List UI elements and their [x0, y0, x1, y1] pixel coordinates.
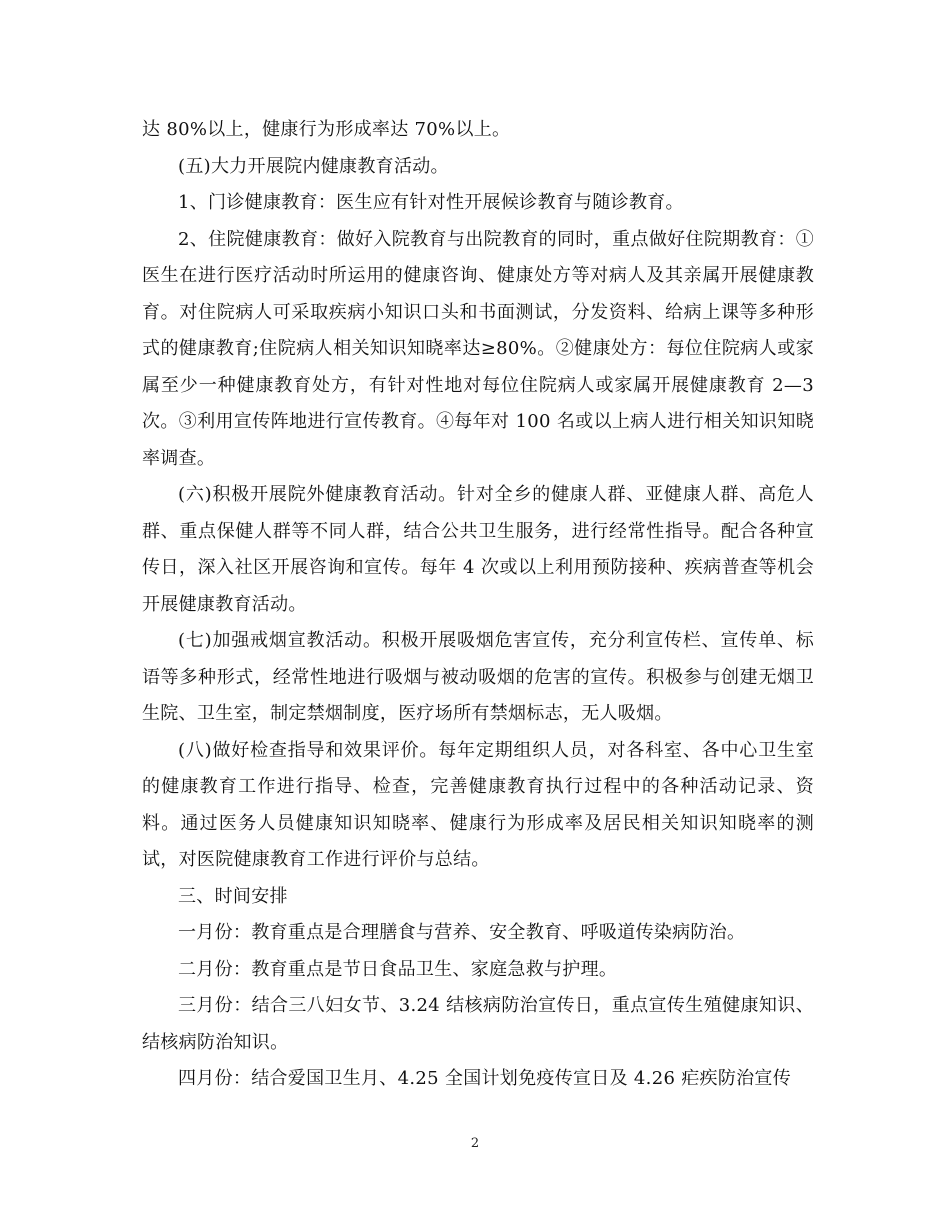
paragraph-march: 三月份：结合三八妇女节、3.24 结核病防治宣传日，重点宣传生殖健康知识、结核病防治知识。 — [142, 995, 814, 1053]
paragraph-section-seven: (七)加强戒烟宣教活动。积极开展吸烟危害宣传，充分利宣传栏、宣传单、标语等多种形式，经常性地进行吸烟与被动吸烟的危害的宣传。积极参与创建无烟卫生院、卫生室，制定禁烟制度，医疗场所有禁烟标志，无人吸烟。 — [142, 630, 814, 724]
paragraph-section-five: (五)大力开展院内健康教育活动。 — [178, 155, 449, 177]
paragraph-april: 四月份：结合爱国卫生月、4.25 全国计划免疫传宣日及 4.26 疟疾防治宣传 — [178, 1068, 792, 1089]
paragraph-section-eight: (八)做好检查指导和效果评价。每年定期组织人员，对各科室、各中心卫生室的健康教育工作进行指导、检查，完善健康教育执行过程中的各种活动记录、资料。通过医务人员健康知识知晓率、健康行为形成率及居民相关知识知晓率的测试，对医院健康教育工作进行评价与总结。 — [142, 739, 814, 870]
paragraph-continuation: 达 80%以上，健康行为形成率达 70%以上。 — [142, 119, 511, 140]
page-number: 2 — [470, 1136, 480, 1151]
paragraph-inpatient-education: 2、住院健康教育：做好入院教育与出院教育的同时，重点做好住院期教育：①医生在进行医疗活动时所运用的健康咨询、健康处方等对病人及其亲属开展健康教育。对住院病人可采取疾病小知识口头和书面测试，分发资料、给病上课等多种形式的健康教育;住院病人相关知识知晓率达≥80%。②健康处方：每位住院病人或家属至少一种健康教育处方，有针对性地对每位住院病人或家属开展健康教育 2—3 次。③利用宣传阵地进行宣传教育。④每年对 100 名或以上病人进行相关知识知晓率调查。 — [142, 228, 814, 469]
paragraph-outpatient-education: 1、门诊健康教育：医生应有针对性开展候诊教育与随诊教育。 — [178, 192, 684, 213]
paragraph-january: 一月份：教育重点是合理膳食与营养、安全教育、呼吸道传染病防治。 — [178, 922, 746, 943]
document-body — [142, 112, 814, 1098]
paragraph-february: 二月份：教育重点是节日食品卫生、家庭急救与护理。 — [178, 958, 618, 980]
paragraph-section-six: (六)积极开展院外健康教育活动。针对全乡的健康人群、亚健康人群、高危人群、重点保健人群等不同人群，结合公共卫生服务，进行经常性指导。配合各种宣传日，深入社区开展咨询和宣传。每年 4 次或以上利用预防接种、疾病普查等机会开展健康教育活动。 — [142, 484, 814, 615]
heading-time-schedule: 三、时间安排 — [178, 885, 288, 907]
